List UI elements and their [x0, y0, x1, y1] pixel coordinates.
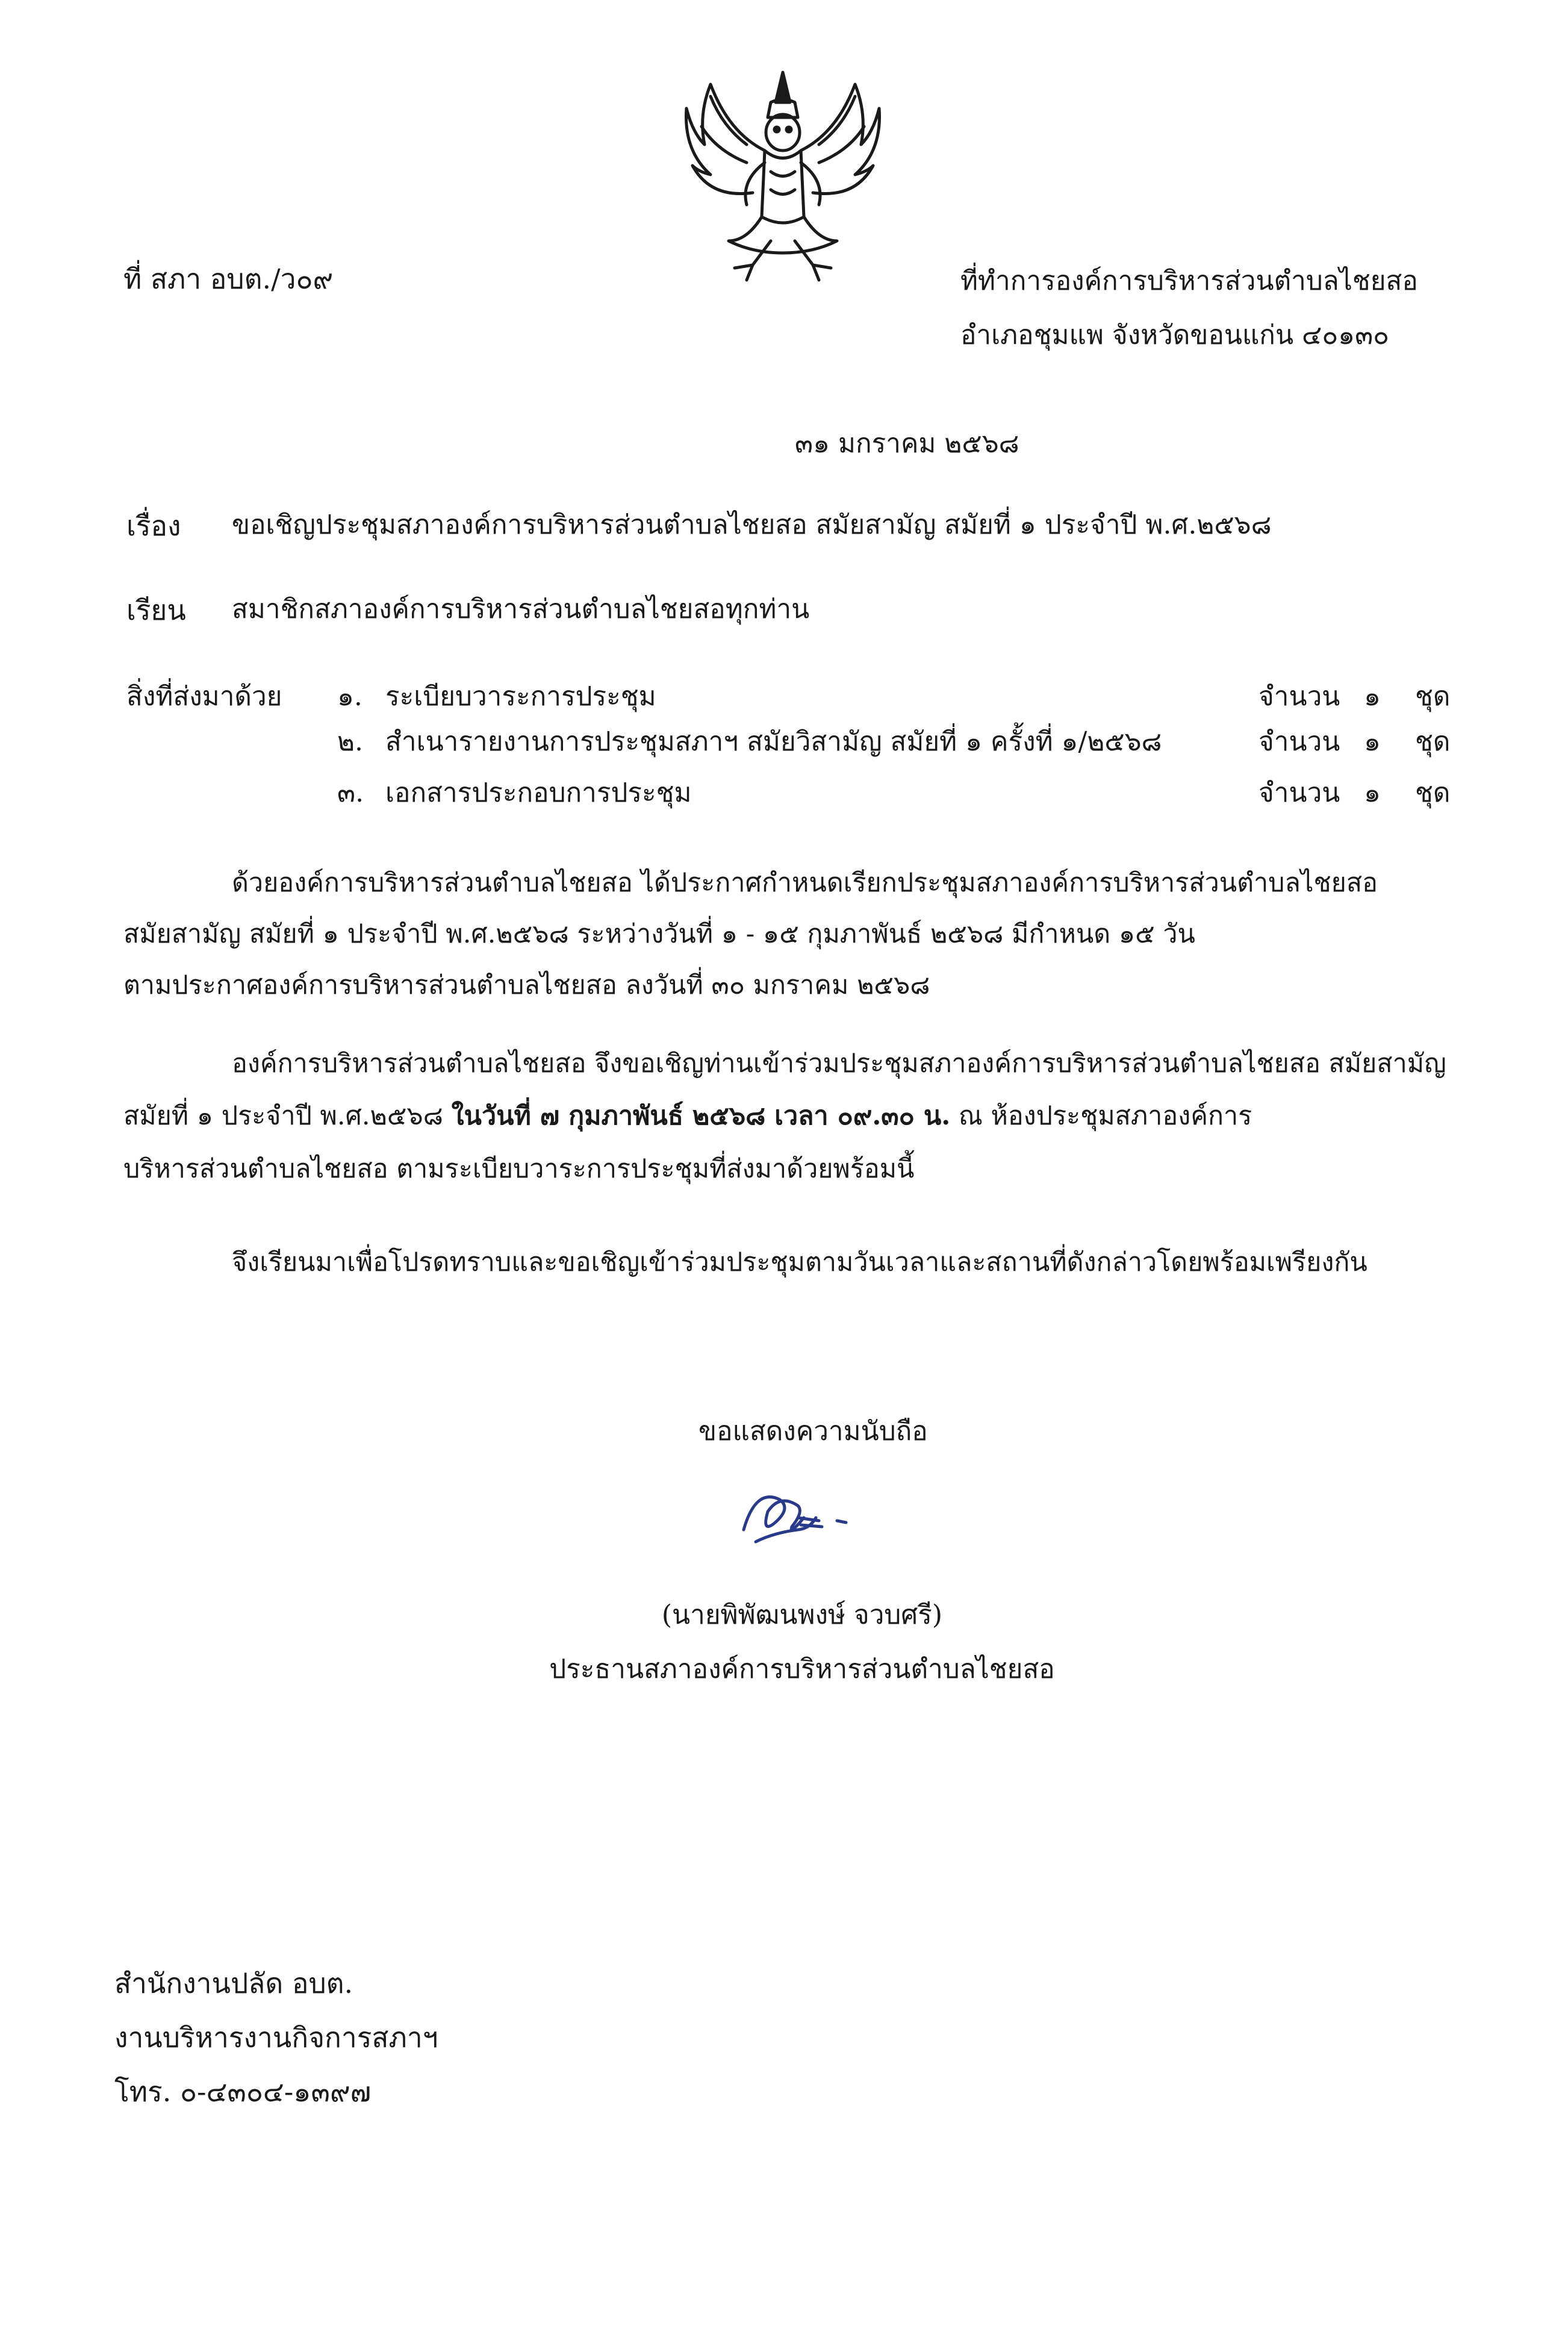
recipient-label: เรียน [126, 594, 186, 626]
meeting-datetime: ในวันที่ ๗ กุมภาพันธ์ ๒๕๖๘ เวลา ๐๙.๓๐ น. [451, 1101, 951, 1131]
enclosure-unit: ชุด [1415, 778, 1451, 808]
enclosure-number: ๑. [337, 681, 362, 712]
recipient-text: สมาชิกสภาองค์การบริหารส่วนตำบลไชยสอทุกท่าน [232, 594, 810, 625]
subject-label: เรื่อง [126, 510, 181, 542]
garuda-emblem-icon [674, 60, 891, 289]
paragraph2-line2 [123, 1103, 1252, 1129]
paragraph2-line2-part1: สมัยที่ ๑ ประจำปี พ.ศ.๒๕๖๘ [123, 1101, 452, 1131]
signer-name: (นายพิพัฒนพงษ์ จวบศรี) [661, 1600, 943, 1630]
enclosure-qty: ๑ [1364, 681, 1381, 712]
office-address-line1: ที่ทำการองค์การบริหารส่วนตำบลไชยสอ [960, 266, 1418, 296]
footer-office: สำนักงานปลัด อบต. [114, 1967, 353, 2000]
office-address-line2: อำเภอชุมแพ จังหวัดขอนแก่น ๔๐๑๓๐ [960, 320, 1390, 351]
enclosure-number: ๓. [337, 778, 364, 808]
document-date: ๓๑ มกราคม ๒๕๖๘ [795, 428, 1019, 459]
enclosure-text: สำเนารายงานการประชุมสภาฯ สมัยวิสามัญ สมัยที่ ๑ ครั้งที่ ๑/๒๕๖๘ [385, 726, 1162, 757]
subject-text: ขอเชิญประชุมสภาองค์การบริหารส่วนตำบลไชยสอ สมัยสามัญ สมัยที่ ๑ ประจำปี พ.ศ.๒๕๖๘ [232, 510, 1272, 540]
enclosure-number: ๒. [337, 726, 363, 757]
footer-section: งานบริหารงานกิจการสภาฯ [114, 2021, 438, 2054]
enclosure-text: เอกสารประกอบการประชุม [385, 778, 692, 808]
enclosure-unit: ชุด [1415, 681, 1451, 712]
enclosure-text: ระเบียบวาระการประชุม [385, 681, 656, 712]
paragraph2-line3: บริหารส่วนตำบลไชยสอ ตามระเบียบวาระการประชุมที่ส่งมาด้วยพร้อมนี้ [123, 1154, 915, 1184]
closing-line: จึงเรียนมาเพื่อโปรดทราบและขอเชิญเข้าร่วมประชุมตามวันเวลาและสถานที่ดังกล่าวโดยพร้อมเพรียงกัน [232, 1247, 1367, 1277]
regards: ขอแสดงความนับถือ [698, 1416, 928, 1447]
paragraph1-line3: ตามประกาศองค์การบริหารส่วนตำบลไชยสอ ลงวันที่ ๓๐ มกราคม ๒๕๖๘ [123, 970, 930, 1000]
signer-position: ประธานสภาองค์การบริหารส่วนตำบลไชยสอ [549, 1654, 1055, 1685]
paragraph2-line2-part3: ณ ห้องประชุมสภาองค์การ [950, 1101, 1252, 1131]
enclosure-qty-label: จำนวน [1258, 778, 1340, 808]
enclosure-qty: ๑ [1364, 778, 1381, 808]
paragraph1-line2: สมัยสามัญ สมัยที่ ๑ ประจำปี พ.ศ.๒๕๖๘ ระหว่างวันที่ ๑ - ๑๕ กุมภาพันธ์ ๒๕๖๘ มีกำหนด ๑๕ วัน [123, 919, 1195, 949]
footer-phone: โทร. ๐-๔๓๐๔-๑๓๙๗ [114, 2075, 372, 2108]
paragraph2-line1: องค์การบริหารส่วนตำบลไชยสอ จึงขอเชิญท่านเข้าร่วมประชุมสภาองค์การบริหารส่วนตำบลไชยสอ สมัยสามัญ [232, 1049, 1446, 1079]
enclosure-qty: ๑ [1364, 726, 1381, 757]
enclosure-unit: ชุด [1415, 726, 1451, 757]
enclosure-qty-label: จำนวน [1258, 681, 1340, 712]
enclosures-label: สิ่งที่ส่งมาด้วย [126, 681, 282, 712]
paragraph1-line1: ด้วยองค์การบริหารส่วนตำบลไชยสอ ได้ประกาศกำหนดเรียกประชุมสภาองค์การบริหารส่วนตำบลไชยสอ [232, 868, 1378, 898]
handwritten-signature [732, 1476, 852, 1560]
document-number: ที่ สภา อบต./ว๐๙ [123, 263, 334, 295]
enclosure-qty-label: จำนวน [1258, 726, 1340, 757]
